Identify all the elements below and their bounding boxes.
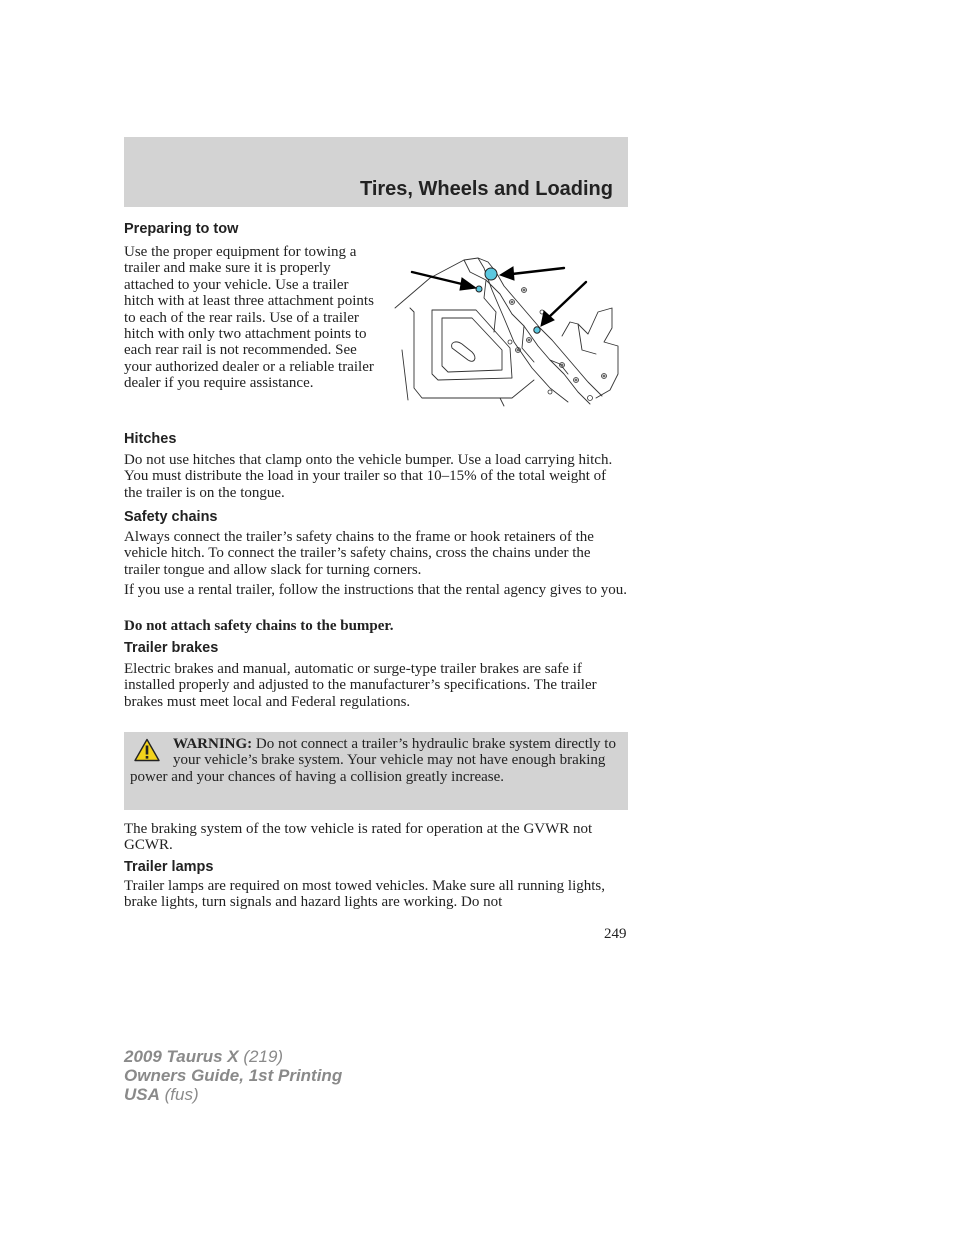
paragraph-trailer-lamps: Trailer lamps are required on most towed vehicles. Make sure all running lights, brake lights, turn signals and hazard lights are working. Do not [124,878,606,911]
warning-label: WARNING: [173,736,253,752]
section-header-band [124,137,628,207]
page-number: 249 [604,926,627,942]
warning-text [130,736,618,785]
footer-model-code: (219) [238,1047,284,1066]
paragraph-gvwr: The braking system of the tow vehicle is rated for operation at the GVWR not GCWR. [124,821,593,854]
footer-market-code: (fus) [159,1085,199,1104]
section-title: Tires, Wheels and Loading [359,178,613,200]
footer-market: USA [124,1085,160,1104]
warning-message: Do not connect a trailer’s hydraulic brake system directly to your vehicle’s brake system. Your vehicle may not have enough braking power and your chances of having a collision greatly increase. [130,736,616,785]
heading-preparing-to-tow: Preparing to tow [124,221,239,237]
footer-guide: Owners Guide, 1st Printing [124,1066,343,1085]
heading-trailer-brakes: Trailer brakes [124,640,219,656]
heading-safety-chains: Safety chains [124,509,218,525]
footer-market-line [124,1085,342,1104]
footer-model: 2009 Taurus X [124,1047,239,1066]
paragraph-trailer-brakes: Electric brakes and manual, automatic or surge-type trailer brakes are safe if installed properly and adjusted to the manufacturer’s specifications. The trailer brakes must meet local and Federal regulations. [124,661,597,710]
paragraph-rental-trailer: If you use a rental trailer, follow the instructions that the rental agency gives to you. [124,582,627,598]
rear-rail-hitch-illustration [392,250,626,408]
paragraph-hitches: Do not use hitches that clamp onto the vehicle bumper. Use a load carrying hitch. You must distribute the load in your trailer so that 10–15% of the total weight of the trailer is on the tongue. [124,452,613,501]
heading-hitches: Hitches [124,431,177,447]
paragraph-preparing-to-tow: Use the proper equipment for towing a trailer and make sure it is properly attached to your vehicle. Use a trailer hitch with at least three attachment points to each of the rear rails. Use of a trailer hitch with only two attachment points to each rear rail is not recommended. See your authorized dealer or a reliable trailer dealer if you require assistance. [124,244,374,392]
heading-trailer-lamps: Trailer lamps [124,859,214,875]
footer-model-line [124,1047,342,1066]
note-no-bumper-attach: Do not attach safety chains to the bumper. [124,618,394,634]
document-footer [124,1047,342,1104]
paragraph-safety-chains-connect: Always connect the trailer’s safety chains to the frame or hook retainers of the vehicle hitch. To connect the trailer’s safety chains, cross the chains under the trailer tongue and allow slack for turning corners. [124,529,594,578]
warning-box [124,732,628,810]
